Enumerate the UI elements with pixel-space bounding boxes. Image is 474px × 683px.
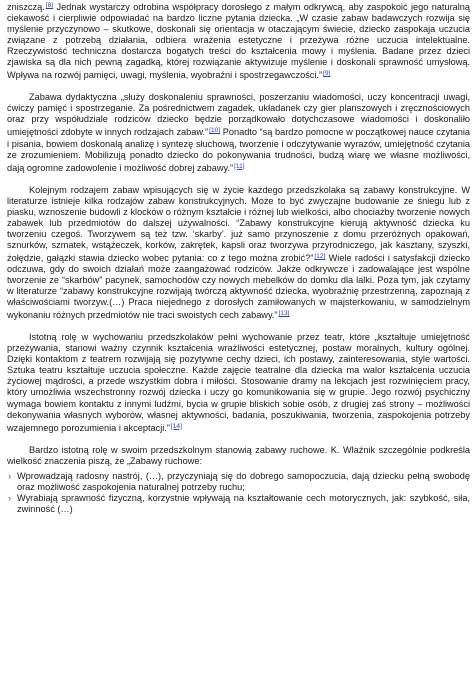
footnote-link[interactable]: [8]: [45, 2, 54, 9]
paragraph-text: Jednak wystarczy odrobina współpracy dorosłego z małym odkrywcą, aby zaspokoić jego naturalną ciekawość i cierpliwie odpowiadać na bardzo liczne pytania dziecka. „W czasie zabaw badawczych rozwija się myślenie przyczynowo – skutkowe, doskonali się orientacja w otaczającym świecie, dziecko zaspokaja uczucia związane z potrzebą działania, odbiera wrażenia estetyczne i przeżywa różne uczucia intelektualne. Rzeczywistość techniczna dostarcza bogatych treści do kształcenia mowy i myślenia. Badane przez dzieci zjawiska są dla nich pewną zagadką, której rozwiązanie aktywizuje myślenie i doskonali sprawność umysłową. Wpływa na rozwój pamięci, uwagi, myślenia, wyobraźni i spostrzegawczości.”: [7, 2, 470, 81]
paragraph-text: Wiele radości i satysfakcji dziecko odczuwa, gdy do swoich działań może zaangażować rodziców. Jakże odkrywcze i zadowalające jest wspólne tworzenie ze “skarbów” pacynek, samochodów czy nowych mebelków do domku dla lalki. Poza tym, jak czytamy w literaturze “zabawy konstrukcyjne rozwijają twórczą aktywność dziecka, wyobraźnię przestrzenną, zapoznają z właściwościami tworzyw.(…) Praca niejednego z dorosłych zamiłowanych w majsterkowaniu, w samodzielnym wykonaniu różnych przedmiotów nie traci swoistych cech zabawy.”: [7, 252, 471, 321]
paragraph-text: Zabawa dydaktyczna „służy doskonaleniu sprawności, poszerzaniu wiadomości, uczy koncentracji uwagi, ćwiczy pamięć i spostrzeganie. Za pośrednictwem zagadek, układanek czy gier planszowych i zręcznościowych oraz przy współudziale rodziców dziecko będzie porządkowało dotychczasowe wiadomości i doskonaliło umiejętności zdobyte w innych rodzajach zabaw.”: [7, 92, 470, 138]
list-item: › Wyrabiają sprawność fizyczną, korzystnie wpływają na kształtowanie cech motorycznych, jak: szybkość, siła, zwinność (…): [7, 493, 470, 515]
paragraph-p1: [7, 0, 470, 81]
list-item: › Wprowadzają radosny nastrój, (…), przyczyniają się do dobrego samopoczucia, dają dziecku pełną swobodę oraz możliwość zaspokojenia naturalnej potrzeby ruchu;: [7, 471, 470, 493]
bullet-list: [7, 471, 470, 515]
paragraph-gap: [7, 81, 470, 92]
paragraph-text: Istotną rolę w wychowaniu przedszkolaków pełni wychowanie przez teatr, które „kształtuje umiejętność przeżywania, stanowi ważny czynnik kształcenia wrażliwości estetycznej, postaw moralnych, kultury ogólnej. Dzięki kontaktom z teatrem rozwijają się pozytywne cechy dzieci, ich postawy, zainteresowania, style wartości. Sztuka teatru kształtuje uczucia społeczne. Każde zajęcie teatralne dla dziecka ma walor kształcenia uczucia życiowej mądrości, a przede wszystkim dobra i miłości. Stosowanie dramy na lekcjach jest rozwinięciem pracy, który umożliwia wszechstronny rozwój dziecka i uczy go komunikowania się w grupie. Jego rozwój psychiczny wymaga bowiem kontaktu z innymi ludźmi, bycia w grupie bliskich sobie osób, z drugiej zaś strony – możliwości dekonywania własnych wyborów, własnej aktywności, badania, poszukiwania, tworzenia, zaspokojenia potrzeby wzajemnego porozumienia i akceptacji.”: [7, 332, 470, 433]
footnote-link[interactable]: [12]: [314, 252, 326, 260]
footnote-link[interactable]: [13]: [278, 310, 290, 318]
footnote-link[interactable]: [11]: [234, 162, 245, 170]
paragraph-text: Kolejnym rodzajem zabaw wpisujących się w życie każdego przedszkolaka są zabawy konstrukcyjne. W literaturze istnieje kilka rodzajów zabaw konstrukcyjnych. Może to być zwyczajne budowanie ze śniegu lub z piasku, wznoszenie budowli z klocków o różnym kształcie i różnej lub wielkości, albo chociażby tworzenie nowych zabawek lub przedmiotów do dalszej używalności. “Zabawy konstrukcyjne kierują aktywność dziecka ku tworzeniu czegoś. Tworzywem są też tzw. ‘skarby’. już samo przynoszenie z domu przeróżnych opakowań, sznurków, szmatek, wstążeczek, korków, zakrętek, kapsli oraz tworzywa przyrodniczego, jak kasztany, szyszki, żołędzie, gałązki stawia dziecko wobec pytania: co z tego można zrobić?”: [7, 184, 470, 263]
paragraph-gap: [7, 434, 470, 445]
paragraph-text: zniszczą.: [7, 2, 45, 12]
paragraph-gap: [7, 174, 470, 185]
footnote-link[interactable]: [9]: [323, 70, 331, 78]
paragraph-p4: [7, 332, 470, 433]
document-body: [7, 0, 470, 467]
footnote-link[interactable]: [10]: [209, 127, 221, 135]
paragraph-text: Ponadto “są bardzo pomocne w początkowej nauce czytania i pisania, bowiem doskonalą analizę i syntezę słuchową, tworzenie i odczytywanie wyrazów, umiejętność czytania ze zrozumieniem. Mobilizują ponadto dziecko do pokonywania trudności, budzą wiarę we własne możliwości, dają ogromne zadowolenie i możliwość dobrej zabawy.”: [7, 127, 470, 173]
paragraph-p2: [7, 92, 470, 173]
paragraph-p5: [7, 445, 470, 467]
footnote-link[interactable]: [14]: [170, 422, 182, 430]
paragraph-text: Bardzo istotną rolę w swoim przedszkolnym stanowią zabawy ruchowe. K. Wlaźnik szczególnie podkreśla wielkość znaczenia piszą, że „Zabawy ruchowe:: [7, 444, 470, 466]
paragraph-gap: [7, 321, 470, 332]
paragraph-p3: [7, 185, 470, 322]
